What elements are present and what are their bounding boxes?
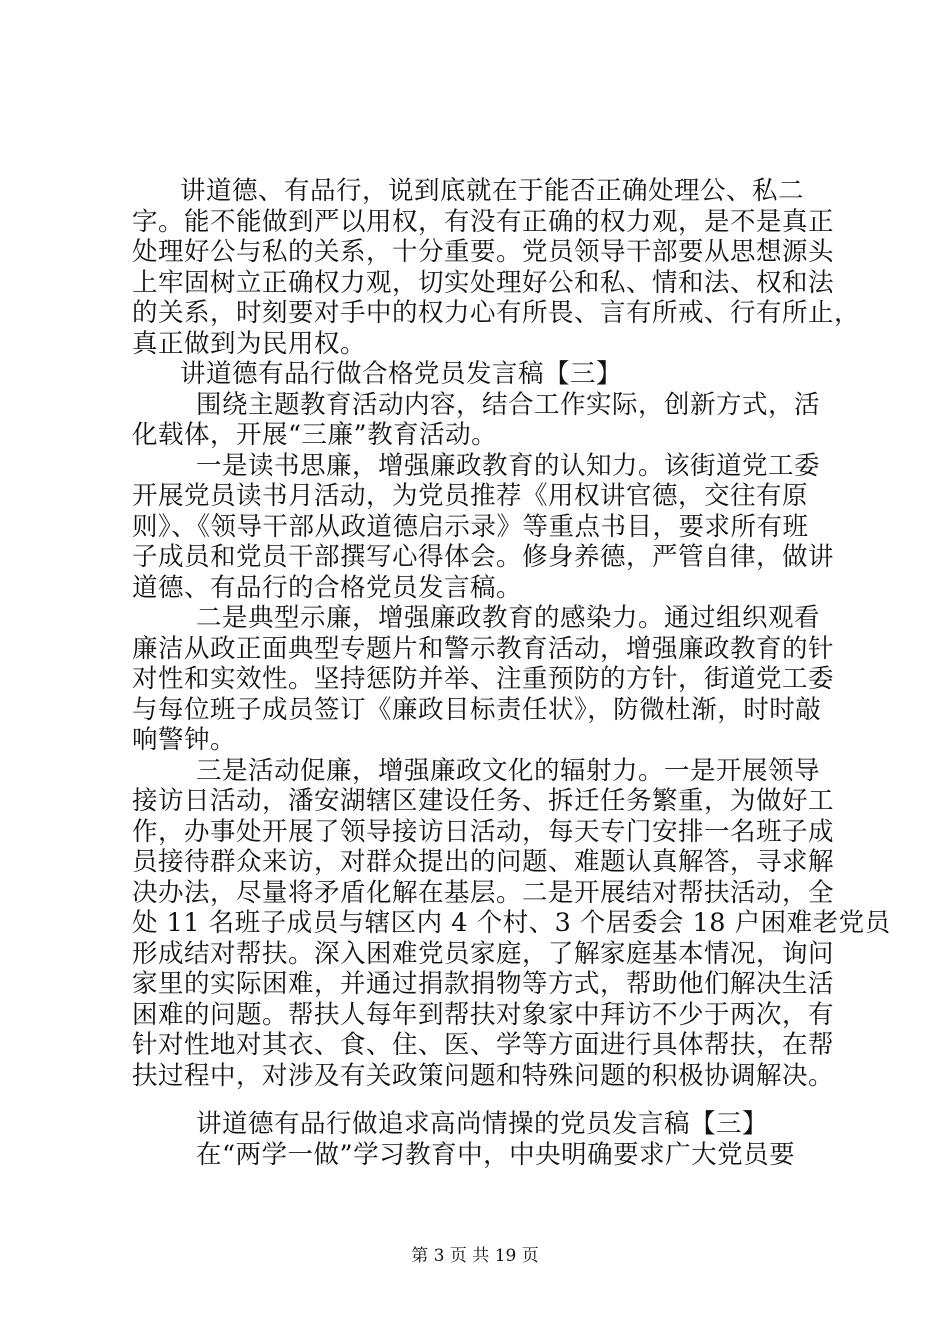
text-line: 家里的实际困难，并通过捐款捐物等方式，帮助他们解决生活 bbox=[132, 969, 835, 999]
text-line: 道德、有品行的合格党员发言稿。 bbox=[132, 572, 523, 603]
section-heading: 讲道德有品行做合格党员发言稿【三】 bbox=[180, 359, 623, 389]
text-line: 三是活动促廉，增强廉政文化的辐射力。一是开展领导 bbox=[196, 755, 821, 786]
text-line: 字。能不能做到严以用权，有没有正确的权力观，是不是真正 bbox=[132, 206, 835, 237]
text-line: 开展党员读书月活动，为党员推荐《用权讲官德，交往有原 bbox=[132, 481, 809, 511]
text-line: 则》、《领导干部从政道德启示录》等重点书目，要求所有班 bbox=[132, 511, 809, 542]
text-line: 处 11 名班子成员与辖区内 4 个村、3 个居委会 18 户困难老党员 bbox=[132, 908, 891, 938]
text-line: 对性和实效性。坚持惩防并举、注重预防的方针，街道党工委 bbox=[132, 664, 835, 694]
text-line: 真正做到为民用权。 bbox=[132, 328, 367, 359]
text-line: 作，办事处开展了领导接访日活动，每天专门安排一名班子成 bbox=[132, 816, 835, 847]
text-line: 廉洁从政正面典型专题片和警示教育活动，增强廉政教育的针 bbox=[132, 633, 835, 664]
text-line: 在“两学一做”学习教育中，中央明确要求广大党员要 bbox=[196, 1139, 796, 1170]
text-line: 针对性地对其衣、食、住、医、学等方面进行具体帮扶，在帮 bbox=[132, 1030, 835, 1060]
text-line: 形成结对帮扶。深入困难党员家庭，了解家庭基本情况，询问 bbox=[132, 938, 835, 969]
text-line: 化载体，开展“三廉”教育活动。 bbox=[132, 420, 498, 450]
text-line: 决办法，尽量将矛盾化解在基层。二是开展结对帮扶活动，全 bbox=[132, 877, 835, 908]
text-line: 处理好公与私的关系，十分重要。党员领导干部要从思想源头 bbox=[132, 237, 835, 267]
text-line: 响警钟。 bbox=[132, 725, 237, 755]
text-line: 接访日活动，潘安湖辖区建设任务、拆迁任务繁重，为做好工 bbox=[132, 786, 835, 816]
text-line: 讲道德、有品行，说到底就在于能否正确处理公、私二 bbox=[180, 176, 805, 206]
text-line: 上牢固树立正确权力观，切实处理好公和私、情和法、权和法 bbox=[132, 267, 835, 298]
text-line: 一是读书思廉，增强廉政教育的认知力。该街道党工委 bbox=[196, 450, 821, 481]
text-line: 的关系，时刻要对手中的权力心有所畏、言有所戒、行有所止， bbox=[132, 298, 861, 328]
text-line: 与每位班子成员签订《廉政目标责任状》，防微杜渐，时时敲 bbox=[132, 694, 822, 725]
text-line: 困难的问题。帮扶人每年到帮扶对象家中拜访不少于两次，有 bbox=[132, 999, 835, 1030]
text-line: 子成员和党员干部撰写心得体会。修身养德，严管自律，做讲 bbox=[132, 542, 835, 572]
section-heading: 讲道德有品行做追求高尚情操的党员发言稿【三】 bbox=[196, 1109, 769, 1139]
text-line: 扶过程中，对涉及有关政策问题和特殊问题的积极协调解决。 bbox=[132, 1060, 835, 1091]
page-footer: 第 3 页 共 19 页 bbox=[411, 1246, 539, 1266]
text-line: 员接待群众来访，对群众提出的问题、难题认真解答，寻求解 bbox=[132, 847, 835, 877]
text-line: 围绕主题教育活动内容，结合工作实际，创新方式，活 bbox=[196, 389, 821, 420]
text-line: 二是典型示廉，增强廉政教育的感染力。通过组织观看 bbox=[196, 603, 821, 633]
